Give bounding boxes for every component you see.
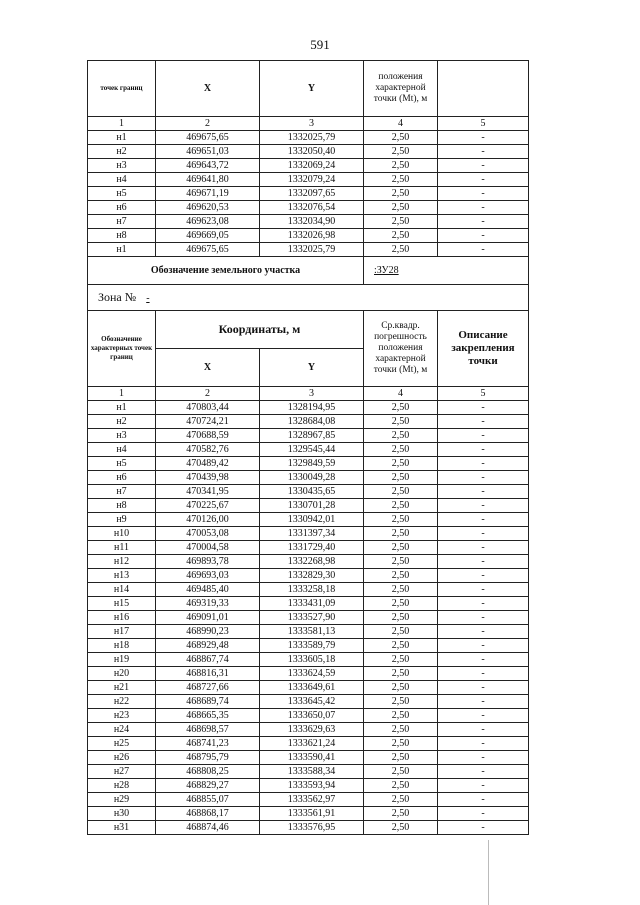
table-row	[88, 597, 529, 611]
column-number-cell: 2	[156, 117, 260, 131]
point-cell: н2	[88, 415, 156, 429]
precision-cell: 2,50	[364, 173, 438, 187]
header-x-cell: X	[156, 349, 260, 387]
column-number-cell: 4	[364, 387, 438, 401]
parcel-label: Обозначение земельного участка	[88, 257, 364, 285]
precision-cell: 2,50	[364, 215, 438, 229]
table-row	[88, 471, 529, 485]
precision-cell: 2,50	[364, 625, 438, 639]
y-cell: 1333562,97	[260, 793, 364, 807]
table-row	[88, 821, 529, 835]
y-cell: 1333589,79	[260, 639, 364, 653]
x-cell: 470341,95	[156, 485, 260, 499]
y-cell: 1328967,85	[260, 429, 364, 443]
point-cell: н6	[88, 201, 156, 215]
desc-cell: -	[438, 667, 529, 681]
desc-cell: -	[438, 457, 529, 471]
desc-cell: -	[438, 709, 529, 723]
x-cell: 468829,27	[156, 779, 260, 793]
y-cell: 1330942,01	[260, 513, 364, 527]
y-cell: 1332025,79	[260, 131, 364, 145]
column-number-cell: 5	[438, 117, 529, 131]
precision-cell: 2,50	[364, 681, 438, 695]
table-row	[88, 243, 529, 257]
point-cell: н22	[88, 695, 156, 709]
table-row	[88, 513, 529, 527]
y-cell: 1332829,30	[260, 569, 364, 583]
table-row	[88, 751, 529, 765]
x-cell: 469675,65	[156, 131, 260, 145]
x-cell: 470126,00	[156, 513, 260, 527]
column-number-cell: 3	[260, 117, 364, 131]
point-cell: н25	[88, 737, 156, 751]
x-cell: 468990,23	[156, 625, 260, 639]
precision-cell: 2,50	[364, 131, 438, 145]
x-cell: 470053,08	[156, 527, 260, 541]
header-b-row-1	[88, 311, 529, 349]
y-cell: 1333431,09	[260, 597, 364, 611]
x-cell: 468689,74	[156, 695, 260, 709]
x-cell: 468874,46	[156, 821, 260, 835]
y-cell: 1330049,28	[260, 471, 364, 485]
precision-cell: 2,50	[364, 471, 438, 485]
desc-cell: -	[438, 611, 529, 625]
desc-cell: -	[438, 555, 529, 569]
precision-cell: 2,50	[364, 159, 438, 173]
desc-cell: -	[438, 583, 529, 597]
x-cell: 468727,66	[156, 681, 260, 695]
y-cell: 1330435,65	[260, 485, 364, 499]
table-row	[88, 485, 529, 499]
table-row	[88, 187, 529, 201]
y-cell: 1333649,61	[260, 681, 364, 695]
paper-fold-line	[488, 840, 489, 905]
table-row	[88, 583, 529, 597]
table-row	[88, 569, 529, 583]
desc-cell: -	[438, 793, 529, 807]
desc-cell: -	[438, 821, 529, 835]
point-cell: н8	[88, 499, 156, 513]
y-cell: 1333258,18	[260, 583, 364, 597]
column-numbers-row	[88, 387, 529, 401]
desc-cell: -	[438, 201, 529, 215]
precision-cell: 2,50	[364, 709, 438, 723]
y-cell: 1333561,91	[260, 807, 364, 821]
parcel-row	[88, 257, 529, 285]
desc-cell: -	[438, 751, 529, 765]
point-cell: н12	[88, 555, 156, 569]
table-row	[88, 145, 529, 159]
x-cell: 468816,31	[156, 667, 260, 681]
point-cell: н11	[88, 541, 156, 555]
desc-cell: -	[438, 159, 529, 173]
desc-cell: -	[438, 229, 529, 243]
x-cell: 468855,07	[156, 793, 260, 807]
x-cell: 469620,53	[156, 201, 260, 215]
x-cell: 469669,05	[156, 229, 260, 243]
point-cell: н3	[88, 159, 156, 173]
precision-cell: 2,50	[364, 779, 438, 793]
precision-cell: 2,50	[364, 229, 438, 243]
desc-cell: -	[438, 695, 529, 709]
precision-cell: 2,50	[364, 695, 438, 709]
desc-cell: -	[438, 765, 529, 779]
point-cell: н9	[88, 513, 156, 527]
y-cell: 1328194,95	[260, 401, 364, 415]
y-cell: 1332050,40	[260, 145, 364, 159]
precision-cell: 2,50	[364, 583, 438, 597]
point-cell: н5	[88, 457, 156, 471]
x-cell: 468929,48	[156, 639, 260, 653]
y-cell: 1333621,24	[260, 737, 364, 751]
table-row	[88, 681, 529, 695]
table-row	[88, 201, 529, 215]
table-row	[88, 611, 529, 625]
table-row	[88, 229, 529, 243]
point-cell: н5	[88, 187, 156, 201]
point-cell: н24	[88, 723, 156, 737]
column-numbers-row	[88, 117, 529, 131]
desc-cell: -	[438, 415, 529, 429]
table-row	[88, 667, 529, 681]
x-cell: 468867,74	[156, 653, 260, 667]
desc-cell: -	[438, 737, 529, 751]
y-cell: 1330701,28	[260, 499, 364, 513]
y-cell: 1333581,13	[260, 625, 364, 639]
point-cell: н13	[88, 569, 156, 583]
precision-cell: 2,50	[364, 639, 438, 653]
point-cell: н27	[88, 765, 156, 779]
precision-cell: 2,50	[364, 667, 438, 681]
table-row	[88, 737, 529, 751]
point-cell: н4	[88, 173, 156, 187]
x-cell: 469893,78	[156, 555, 260, 569]
x-cell: 469693,03	[156, 569, 260, 583]
point-cell: н4	[88, 443, 156, 457]
desc-cell: -	[438, 145, 529, 159]
desc-cell: -	[438, 723, 529, 737]
precision-cell: 2,50	[364, 243, 438, 257]
x-cell: 468795,79	[156, 751, 260, 765]
desc-cell: -	[438, 243, 529, 257]
desc-cell: -	[438, 625, 529, 639]
y-cell: 1332026,98	[260, 229, 364, 243]
table-row	[88, 625, 529, 639]
precision-cell: 2,50	[364, 807, 438, 821]
precision-cell: 2,50	[364, 569, 438, 583]
y-cell: 1332097,65	[260, 187, 364, 201]
desc-cell: -	[438, 215, 529, 229]
desc-cell: -	[438, 527, 529, 541]
table-row	[88, 555, 529, 569]
desc-cell: -	[438, 187, 529, 201]
point-cell: н19	[88, 653, 156, 667]
table-row	[88, 765, 529, 779]
precision-cell: 2,50	[364, 611, 438, 625]
desc-cell: -	[438, 443, 529, 457]
x-cell: 469623,08	[156, 215, 260, 229]
table-row	[88, 723, 529, 737]
precision-cell: 2,50	[364, 513, 438, 527]
point-cell: н1	[88, 401, 156, 415]
header-desc-cell: Описание закрепления точки	[438, 311, 529, 387]
y-cell: 1333593,94	[260, 779, 364, 793]
point-cell: н7	[88, 215, 156, 229]
y-cell: 1333629,63	[260, 723, 364, 737]
y-cell: 1333527,90	[260, 611, 364, 625]
table-row	[88, 429, 529, 443]
precision-cell: 2,50	[364, 443, 438, 457]
precision-cell: 2,50	[364, 457, 438, 471]
point-cell: н31	[88, 821, 156, 835]
y-cell: 1332268,98	[260, 555, 364, 569]
precision-cell: 2,50	[364, 821, 438, 835]
coordinates-table	[87, 60, 529, 835]
header-x-cell: X	[156, 61, 260, 117]
table-row	[88, 415, 529, 429]
point-cell: н21	[88, 681, 156, 695]
zone-row	[88, 285, 529, 311]
precision-cell: 2,50	[364, 145, 438, 159]
header-precision-cell: Ср.квадр. погрешность положения характерной точки (Mt), м	[364, 311, 438, 387]
precision-cell: 2,50	[364, 737, 438, 751]
x-cell: 469091,01	[156, 611, 260, 625]
point-cell: н26	[88, 751, 156, 765]
precision-cell: 2,50	[364, 415, 438, 429]
y-cell: 1333605,18	[260, 653, 364, 667]
x-cell: 468665,35	[156, 709, 260, 723]
header-coords-cell: Координаты, м	[156, 311, 364, 349]
table-row	[88, 173, 529, 187]
desc-cell: -	[438, 131, 529, 145]
desc-cell: -	[438, 807, 529, 821]
x-cell: 469651,03	[156, 145, 260, 159]
x-cell: 470004,58	[156, 541, 260, 555]
x-cell: 468868,17	[156, 807, 260, 821]
point-cell: н30	[88, 807, 156, 821]
precision-cell: 2,50	[364, 723, 438, 737]
y-cell: 1333590,41	[260, 751, 364, 765]
column-number-cell: 2	[156, 387, 260, 401]
table-row	[88, 159, 529, 173]
x-cell: 470724,21	[156, 415, 260, 429]
y-cell: 1332025,79	[260, 243, 364, 257]
point-cell: н14	[88, 583, 156, 597]
point-cell: н15	[88, 597, 156, 611]
precision-cell: 2,50	[364, 751, 438, 765]
table-row	[88, 131, 529, 145]
precision-cell: 2,50	[364, 555, 438, 569]
table-row	[88, 401, 529, 415]
x-cell: 468741,23	[156, 737, 260, 751]
parcel-value: :ЗУ28	[364, 257, 529, 285]
zone-value: -	[146, 292, 150, 304]
desc-cell: -	[438, 471, 529, 485]
column-number-cell: 1	[88, 117, 156, 131]
header-y-cell: Y	[260, 349, 364, 387]
x-cell: 469675,65	[156, 243, 260, 257]
x-cell: 470803,44	[156, 401, 260, 415]
point-cell: н29	[88, 793, 156, 807]
x-cell: 470439,98	[156, 471, 260, 485]
point-cell: н16	[88, 611, 156, 625]
desc-cell: -	[438, 779, 529, 793]
desc-cell: -	[438, 639, 529, 653]
y-cell: 1329545,44	[260, 443, 364, 457]
point-cell: н1	[88, 131, 156, 145]
precision-cell: 2,50	[364, 499, 438, 513]
header-point-cell: Обозначение характерных точек границ	[88, 311, 156, 387]
y-cell: 1333624,59	[260, 667, 364, 681]
column-number-cell: 3	[260, 387, 364, 401]
table-row	[88, 443, 529, 457]
precision-cell: 2,50	[364, 541, 438, 555]
top-header-row	[88, 61, 529, 117]
desc-cell: -	[438, 681, 529, 695]
x-cell: 470688,59	[156, 429, 260, 443]
point-cell: н1	[88, 243, 156, 257]
x-cell: 470489,42	[156, 457, 260, 471]
x-cell: 470225,67	[156, 499, 260, 513]
table-row	[88, 499, 529, 513]
desc-cell: -	[438, 429, 529, 443]
x-cell: 470582,76	[156, 443, 260, 457]
y-cell: 1332069,24	[260, 159, 364, 173]
precision-cell: 2,50	[364, 201, 438, 215]
point-cell: н18	[88, 639, 156, 653]
x-cell: 469641,80	[156, 173, 260, 187]
zone-label: Зона №	[98, 289, 137, 304]
point-cell: н8	[88, 229, 156, 243]
table-row	[88, 215, 529, 229]
header-point-cell: точек границ	[88, 61, 156, 117]
table-row	[88, 457, 529, 471]
y-cell: 1332034,90	[260, 215, 364, 229]
point-cell: н2	[88, 145, 156, 159]
desc-cell: -	[438, 541, 529, 555]
page-number: 591	[310, 37, 330, 52]
point-cell: н6	[88, 471, 156, 485]
point-cell: н17	[88, 625, 156, 639]
table-row	[88, 779, 529, 793]
y-cell: 1329849,59	[260, 457, 364, 471]
table-row	[88, 541, 529, 555]
table-row	[88, 695, 529, 709]
y-cell: 1333650,07	[260, 709, 364, 723]
precision-cell: 2,50	[364, 401, 438, 415]
table-row	[88, 639, 529, 653]
table-row	[88, 709, 529, 723]
desc-cell: -	[438, 499, 529, 513]
precision-cell: 2,50	[364, 597, 438, 611]
x-cell: 469319,33	[156, 597, 260, 611]
desc-cell: -	[438, 569, 529, 583]
desc-cell: -	[438, 597, 529, 611]
x-cell: 469671,19	[156, 187, 260, 201]
y-cell: 1332079,24	[260, 173, 364, 187]
x-cell: 469643,72	[156, 159, 260, 173]
point-cell: н7	[88, 485, 156, 499]
x-cell: 468698,57	[156, 723, 260, 737]
y-cell: 1333588,34	[260, 765, 364, 779]
desc-cell: -	[438, 653, 529, 667]
column-number-cell: 1	[88, 387, 156, 401]
point-cell: н10	[88, 527, 156, 541]
precision-cell: 2,50	[364, 429, 438, 443]
header-desc-cell	[438, 61, 529, 117]
point-cell: н23	[88, 709, 156, 723]
x-cell: 469485,40	[156, 583, 260, 597]
desc-cell: -	[438, 173, 529, 187]
point-cell: н20	[88, 667, 156, 681]
point-cell: н3	[88, 429, 156, 443]
precision-cell: 2,50	[364, 653, 438, 667]
precision-cell: 2,50	[364, 765, 438, 779]
table-row	[88, 653, 529, 667]
y-cell: 1328684,08	[260, 415, 364, 429]
y-cell: 1333645,42	[260, 695, 364, 709]
header-y-cell: Y	[260, 61, 364, 117]
y-cell: 1333576,95	[260, 821, 364, 835]
precision-cell: 2,50	[364, 187, 438, 201]
column-number-cell: 5	[438, 387, 529, 401]
point-cell: н28	[88, 779, 156, 793]
desc-cell: -	[438, 485, 529, 499]
desc-cell: -	[438, 513, 529, 527]
column-number-cell: 4	[364, 117, 438, 131]
table-row	[88, 527, 529, 541]
table-row	[88, 793, 529, 807]
precision-cell: 2,50	[364, 793, 438, 807]
zone-cell	[88, 285, 529, 311]
header-precision-cell: положения характерной точки (Mt), м	[364, 61, 438, 117]
precision-cell: 2,50	[364, 485, 438, 499]
y-cell: 1331729,40	[260, 541, 364, 555]
y-cell: 1332076,54	[260, 201, 364, 215]
x-cell: 468808,25	[156, 765, 260, 779]
desc-cell: -	[438, 401, 529, 415]
y-cell: 1331397,34	[260, 527, 364, 541]
table-row	[88, 807, 529, 821]
precision-cell: 2,50	[364, 527, 438, 541]
